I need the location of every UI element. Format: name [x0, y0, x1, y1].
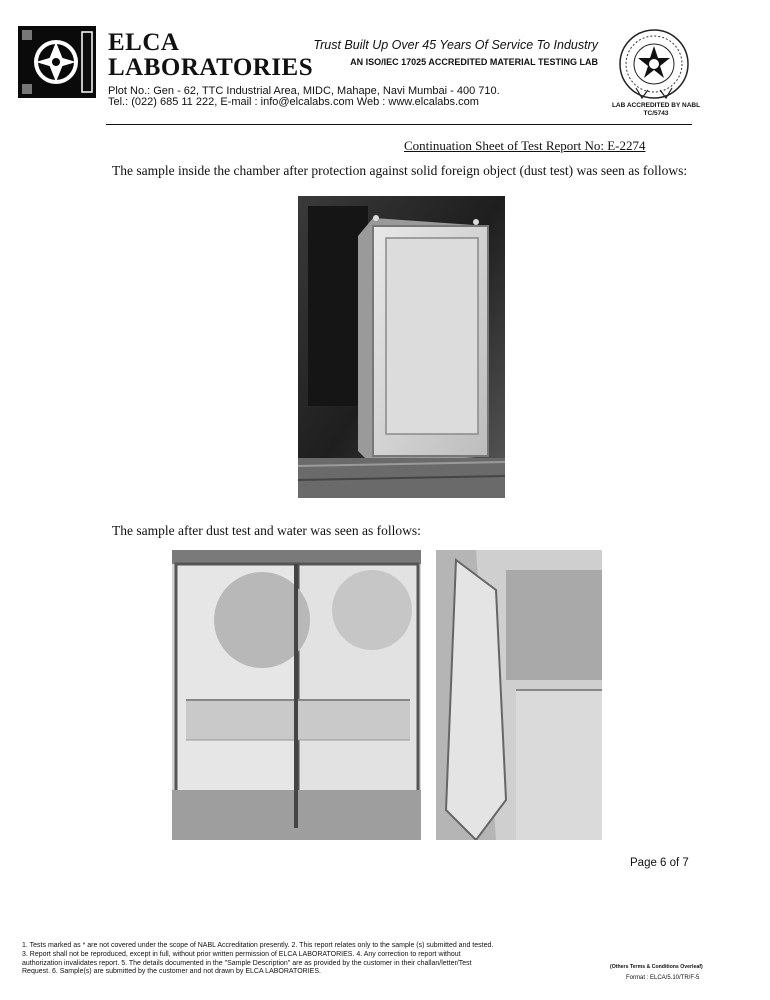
footer-note-line: Request. 6. Sample(s) are submitted by the customer and not drawn by ELCA LABORATORIES. [22, 968, 321, 976]
nabl-certificate-number: TC/5743 [643, 110, 669, 117]
footer-note-line: 3. Report shall not be reproduced, except in full, without prior written permission of ELCA LABORATORIES. 4. Any correction to report without [22, 950, 461, 958]
dust-test-paragraph: The sample inside the chamber after protection against solid foreign object (dust test) was seen as follows: [112, 163, 688, 178]
address-block [108, 86, 588, 108]
contact-line: Tel.: (022) 685 11 222, E-mail : info@elcalabs.com Web : www.elcalabs.com [108, 96, 479, 108]
format-code: Format : ELCA/5.10/TR/F-5 [626, 975, 700, 981]
footer-notes [22, 942, 607, 977]
address-line: Plot No.: Gen - 62, TTC Industrial Area, MIDC, Mahape, Navi Mumbai - 400 710. [108, 85, 500, 97]
dust-water-test-paragraph: The sample after dust test and water was seen as follows: [112, 523, 421, 538]
terms-overleaf-note: (Others Terms & Conditions Overleaf) [610, 964, 703, 970]
elca-logo-icon [18, 26, 96, 98]
page-number: Page 6 of 7 [630, 857, 689, 869]
footer-note-line: 1. Tests marked as * are not covered under the scope of NABL Accreditation presently. 2. This report relates only to the sample (s) submitted and tested. [22, 942, 494, 949]
header-divider [106, 124, 692, 125]
sample-front-open-photo [172, 550, 421, 840]
continuation-heading: Continuation Sheet of Test Report No: E-2274 [404, 138, 646, 153]
company-name-line1: ELCA [108, 29, 180, 56]
chamber-sample-photo [298, 196, 505, 498]
company-name-line2: LABORATORIES [108, 54, 314, 81]
sample-side-open-photo [436, 550, 602, 840]
company-name [108, 29, 314, 81]
nabl-accreditation-text [596, 102, 716, 118]
nabl-seal-icon [618, 28, 690, 100]
footer-note-line: authorization invalidates report. 5. The details documented in the "Sample Description" are as provided by the customer in their challan/letter/Test [22, 959, 472, 967]
nabl-label: LAB ACCREDITED BY NABL [611, 102, 701, 109]
tagline: Trust Built Up Over 45 Years Of Service To Industry [313, 38, 598, 52]
accreditation-text: AN ISO/IEC 17025 ACCREDITED MATERIAL TESTING LAB [350, 57, 598, 67]
